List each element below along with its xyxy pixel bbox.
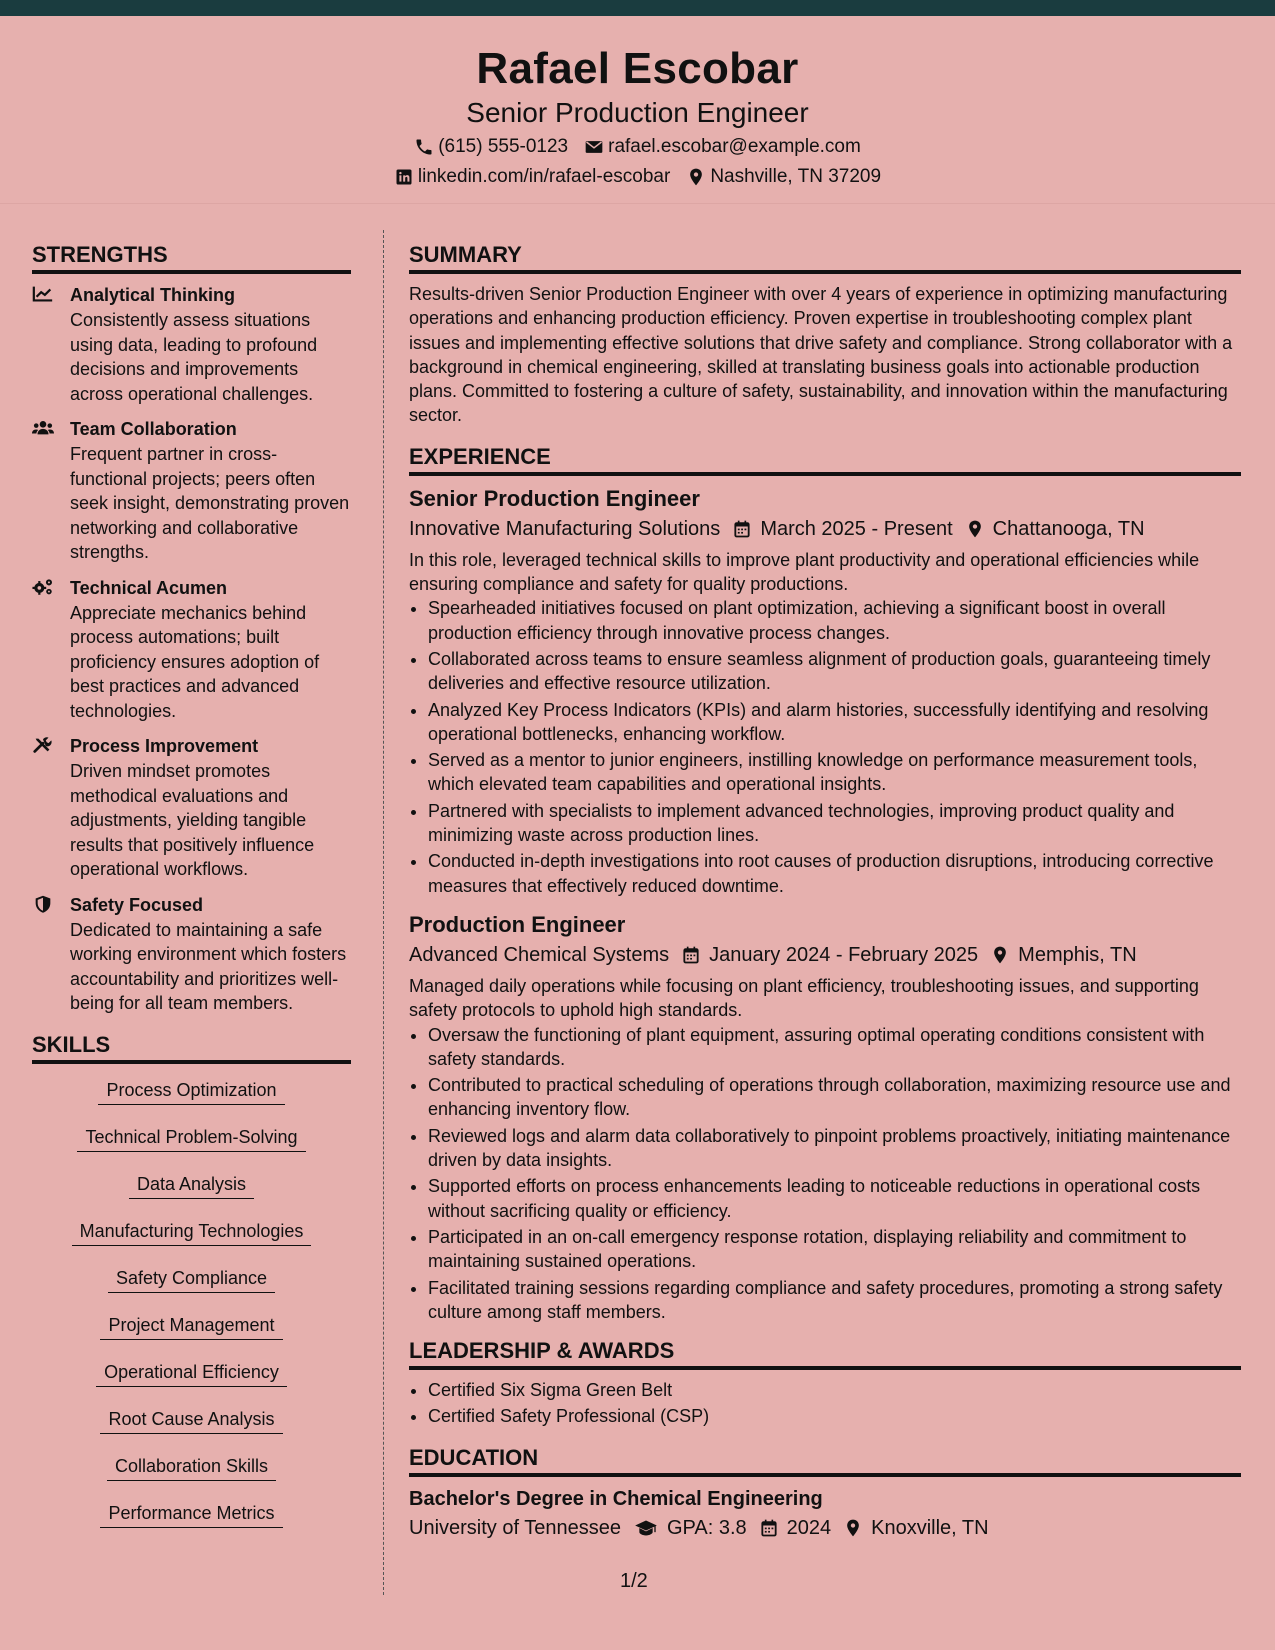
- strength-description: Frequent partner in cross-functional projects; peers often seek insight, demonstrating proven networking and collaborative strengths.: [70, 444, 350, 562]
- skill-tag: Performance Metrics: [100, 1501, 282, 1528]
- page-number: 1/2: [620, 1570, 648, 1592]
- summary-heading: SUMMARY: [409, 240, 1241, 274]
- map-pin-icon: [843, 1518, 863, 1538]
- job-bullet: • Contributed to practical scheduling of operations through collaboration, maximizing resource use and enhancing inventory flow.: [428, 1073, 1241, 1122]
- job-bullet: • Oversaw the functioning of plant equipment, assuring optimal operating conditions consistent with safety standards.: [428, 1023, 1241, 1072]
- award-item: • Certified Six Sigma Green Belt: [428, 1378, 1241, 1402]
- strength-title: Technical Acumen: [70, 577, 228, 598]
- candidate-title: Senior Production Engineer: [466, 97, 809, 128]
- skill-tag: Collaboration Skills: [107, 1454, 276, 1481]
- job-location: Chattanooga, TN: [992, 517, 1145, 540]
- skill-tag: Project Management: [100, 1313, 282, 1340]
- job-bullet: • Served as a mentor to junior engineers, instilling knowledge on performance measurement tools, which elevated team capabilities and operational insights.: [428, 748, 1241, 797]
- job-location-item: [990, 940, 1137, 970]
- strength-title: Safety Focused: [70, 894, 204, 915]
- tools-icon: [32, 733, 56, 882]
- job-title: Senior Production Engineer: [409, 485, 700, 511]
- job-bullet: • Conducted in-depth investigations into root causes of production disruptions, introducing corrective measures that effectively reduced downtime.: [428, 849, 1241, 898]
- strength-item: [32, 892, 351, 1016]
- strength-description: Dedicated to maintaining a safe working environment which fosters accountability and prioritizes well-being for all team members.: [70, 919, 347, 1013]
- phone-icon: [414, 137, 434, 157]
- job-description: Managed daily operations while focusing on plant efficiency, troubleshooting issues, and supporting safety protocols to uphold high standards.: [409, 975, 1199, 1021]
- education-year: 2024: [786, 1516, 832, 1539]
- skills-section: [32, 1030, 351, 1542]
- education-heading: EDUCATION: [409, 1443, 1241, 1477]
- job-company: Advanced Chemical Systems: [409, 943, 670, 966]
- skill-tag: Root Cause Analysis: [100, 1407, 282, 1434]
- strength-item: [32, 733, 351, 882]
- award-item: • Certified Safety Professional (CSP): [428, 1404, 1241, 1428]
- experience-heading: EXPERIENCE: [409, 442, 1241, 476]
- shield-icon: [32, 892, 56, 1016]
- left-column: [32, 240, 351, 1542]
- graduation-cap-icon: [633, 1518, 659, 1538]
- job-location: Memphis, TN: [1018, 943, 1137, 966]
- education-location: Knoxville, TN: [871, 1516, 989, 1539]
- job-dates-item: [681, 940, 978, 970]
- cogs-icon: [32, 575, 56, 724]
- job-meta: [409, 514, 1241, 544]
- calendar-icon: [732, 519, 752, 539]
- awards-heading: LEADERSHIP & AWARDS: [409, 1336, 1241, 1370]
- resume-header: [0, 16, 1275, 204]
- education-school: University of Tennessee: [409, 1516, 621, 1539]
- skill-tag: Technical Problem-Solving: [77, 1125, 305, 1152]
- map-pin-icon: [990, 945, 1010, 965]
- strength-item: [32, 282, 351, 406]
- calendar-icon: [759, 1518, 779, 1538]
- location-text: Nashville, TN 37209: [710, 166, 882, 187]
- contact-row-1: [0, 132, 1275, 162]
- job-bullet: • Reviewed logs and alarm data collaboratively to pinpoint problems proactively, initiating maintenance driven by data insights.: [428, 1124, 1241, 1173]
- chart-line-icon: [32, 282, 56, 406]
- skills-heading: SKILLS: [32, 1030, 351, 1064]
- linkedin-contact: [394, 162, 670, 192]
- strength-item: [32, 416, 351, 565]
- skill-tag: Safety Compliance: [108, 1266, 275, 1293]
- linkedin-icon: [394, 167, 414, 187]
- education-meta: [409, 1513, 1241, 1543]
- strength-title: Analytical Thinking: [70, 285, 236, 305]
- strength-title: Team Collaboration: [70, 419, 237, 439]
- job-dates: January 2024 - February 2025: [709, 943, 979, 966]
- phone-text[interactable]: (615) 555-0123: [438, 136, 569, 157]
- job-bullet: • Spearheaded initiatives focused on plant optimization, achieving a significant boost in overall production efficiency through innovative process changes.: [428, 596, 1241, 645]
- email-contact: [584, 132, 861, 162]
- column-divider: [383, 230, 384, 1595]
- skill-tag: Operational Efficiency: [96, 1360, 287, 1387]
- strengths-heading: STRENGTHS: [32, 240, 351, 274]
- job-company: Innovative Manufacturing Solutions: [409, 517, 721, 540]
- map-pin-icon: [686, 167, 706, 187]
- education-degree: Bachelor's Degree in Chemical Engineering: [409, 1487, 823, 1510]
- email-link[interactable]: rafael.escobar@example.com: [608, 136, 861, 157]
- job-dates-item: [732, 514, 952, 544]
- job-bullets: [428, 596, 1241, 898]
- strength-description: Consistently assess situations using data, leading to profound decisions and improvements across operational challenges.: [70, 310, 318, 404]
- candidate-name: Rafael Escobar: [476, 44, 799, 93]
- job-entry: [409, 484, 1241, 898]
- awards-list: [428, 1378, 1241, 1429]
- location-contact: [686, 162, 881, 192]
- envelope-icon: [584, 137, 604, 157]
- job-bullet: • Facilitated training sessions regarding compliance and safety procedures, promoting a strong safety culture among staff members.: [428, 1276, 1241, 1325]
- skill-list: [32, 1072, 351, 1542]
- map-pin-icon: [965, 519, 985, 539]
- job-bullet: • Supported efforts on process enhancements leading to noticeable reductions in operational costs without sacrificing quality or efficiency.: [428, 1174, 1241, 1223]
- job-bullet: • Participated in an on-call emergency response rotation, displaying reliability and commitment to maintaining sustained operations.: [428, 1225, 1241, 1274]
- linkedin-link[interactable]: linkedin.com/in/rafael-escobar: [417, 166, 671, 187]
- strength-title: Process Improvement: [70, 736, 259, 756]
- job-location-item: [965, 514, 1145, 544]
- job-bullet: • Partnered with specialists to implement advanced technologies, improving product quality and minimizing waste across production lines.: [428, 799, 1241, 848]
- job-bullet: • Analyzed Key Process Indicators (KPIs) and alarm histories, successfully identifying and resolving operational bottlenecks, enhancing workflow.: [428, 698, 1241, 747]
- job-description: In this role, leveraged technical skills to improve plant productivity and operational efficiencies while ensuring compliance and safety for quality productions.: [409, 549, 1200, 595]
- strength-description: Driven mindset promotes methodical evaluations and adjustments, yielding tangible results that positively influence operational workflows.: [70, 761, 315, 879]
- education-year-item: [759, 1513, 832, 1543]
- right-column: [409, 240, 1241, 1547]
- education-gpa: GPA: 3.8: [666, 1516, 747, 1539]
- skill-tag: Data Analysis: [129, 1172, 254, 1199]
- job-entry: [409, 910, 1241, 1324]
- job-bullets: [428, 1023, 1241, 1325]
- contact-row-2: [0, 162, 1275, 192]
- education-location-item: [843, 1513, 988, 1543]
- education-gpa-item: [633, 1513, 747, 1543]
- skill-tag: Process Optimization: [98, 1078, 284, 1105]
- strength-description: Appreciate mechanics behind process automations; built proficiency ensures adoption of best practices and advanced technologies.: [70, 602, 320, 721]
- calendar-icon: [681, 945, 701, 965]
- strength-item: [32, 575, 351, 724]
- job-title: Production Engineer: [409, 911, 626, 937]
- summary-text: Results-driven Senior Production Engineer with over 4 years of experience in optimizing manufacturing operations and enhancing production efficiency. Proven expertise in troubleshooting complex plant issues and implementing effective solutions that drive safety and compliance. Strong collaborator with a background in chemical engineering, skilled at translating business goals into actionable production plans. Committed to fostering a culture of safety, sustainability, and innovation within the manufacturing sector.: [409, 284, 1233, 426]
- job-dates: March 2025 - Present: [760, 517, 953, 540]
- skill-tag: Manufacturing Technologies: [72, 1219, 312, 1246]
- users-icon: [32, 416, 56, 565]
- top-accent-bar: [0, 0, 1275, 16]
- job-meta: [409, 940, 1241, 970]
- job-bullet: • Collaborated across teams to ensure seamless alignment of production goals, guaranteeing timely deliveries and effective resource utilization.: [428, 647, 1241, 696]
- phone-contact: [414, 132, 568, 162]
